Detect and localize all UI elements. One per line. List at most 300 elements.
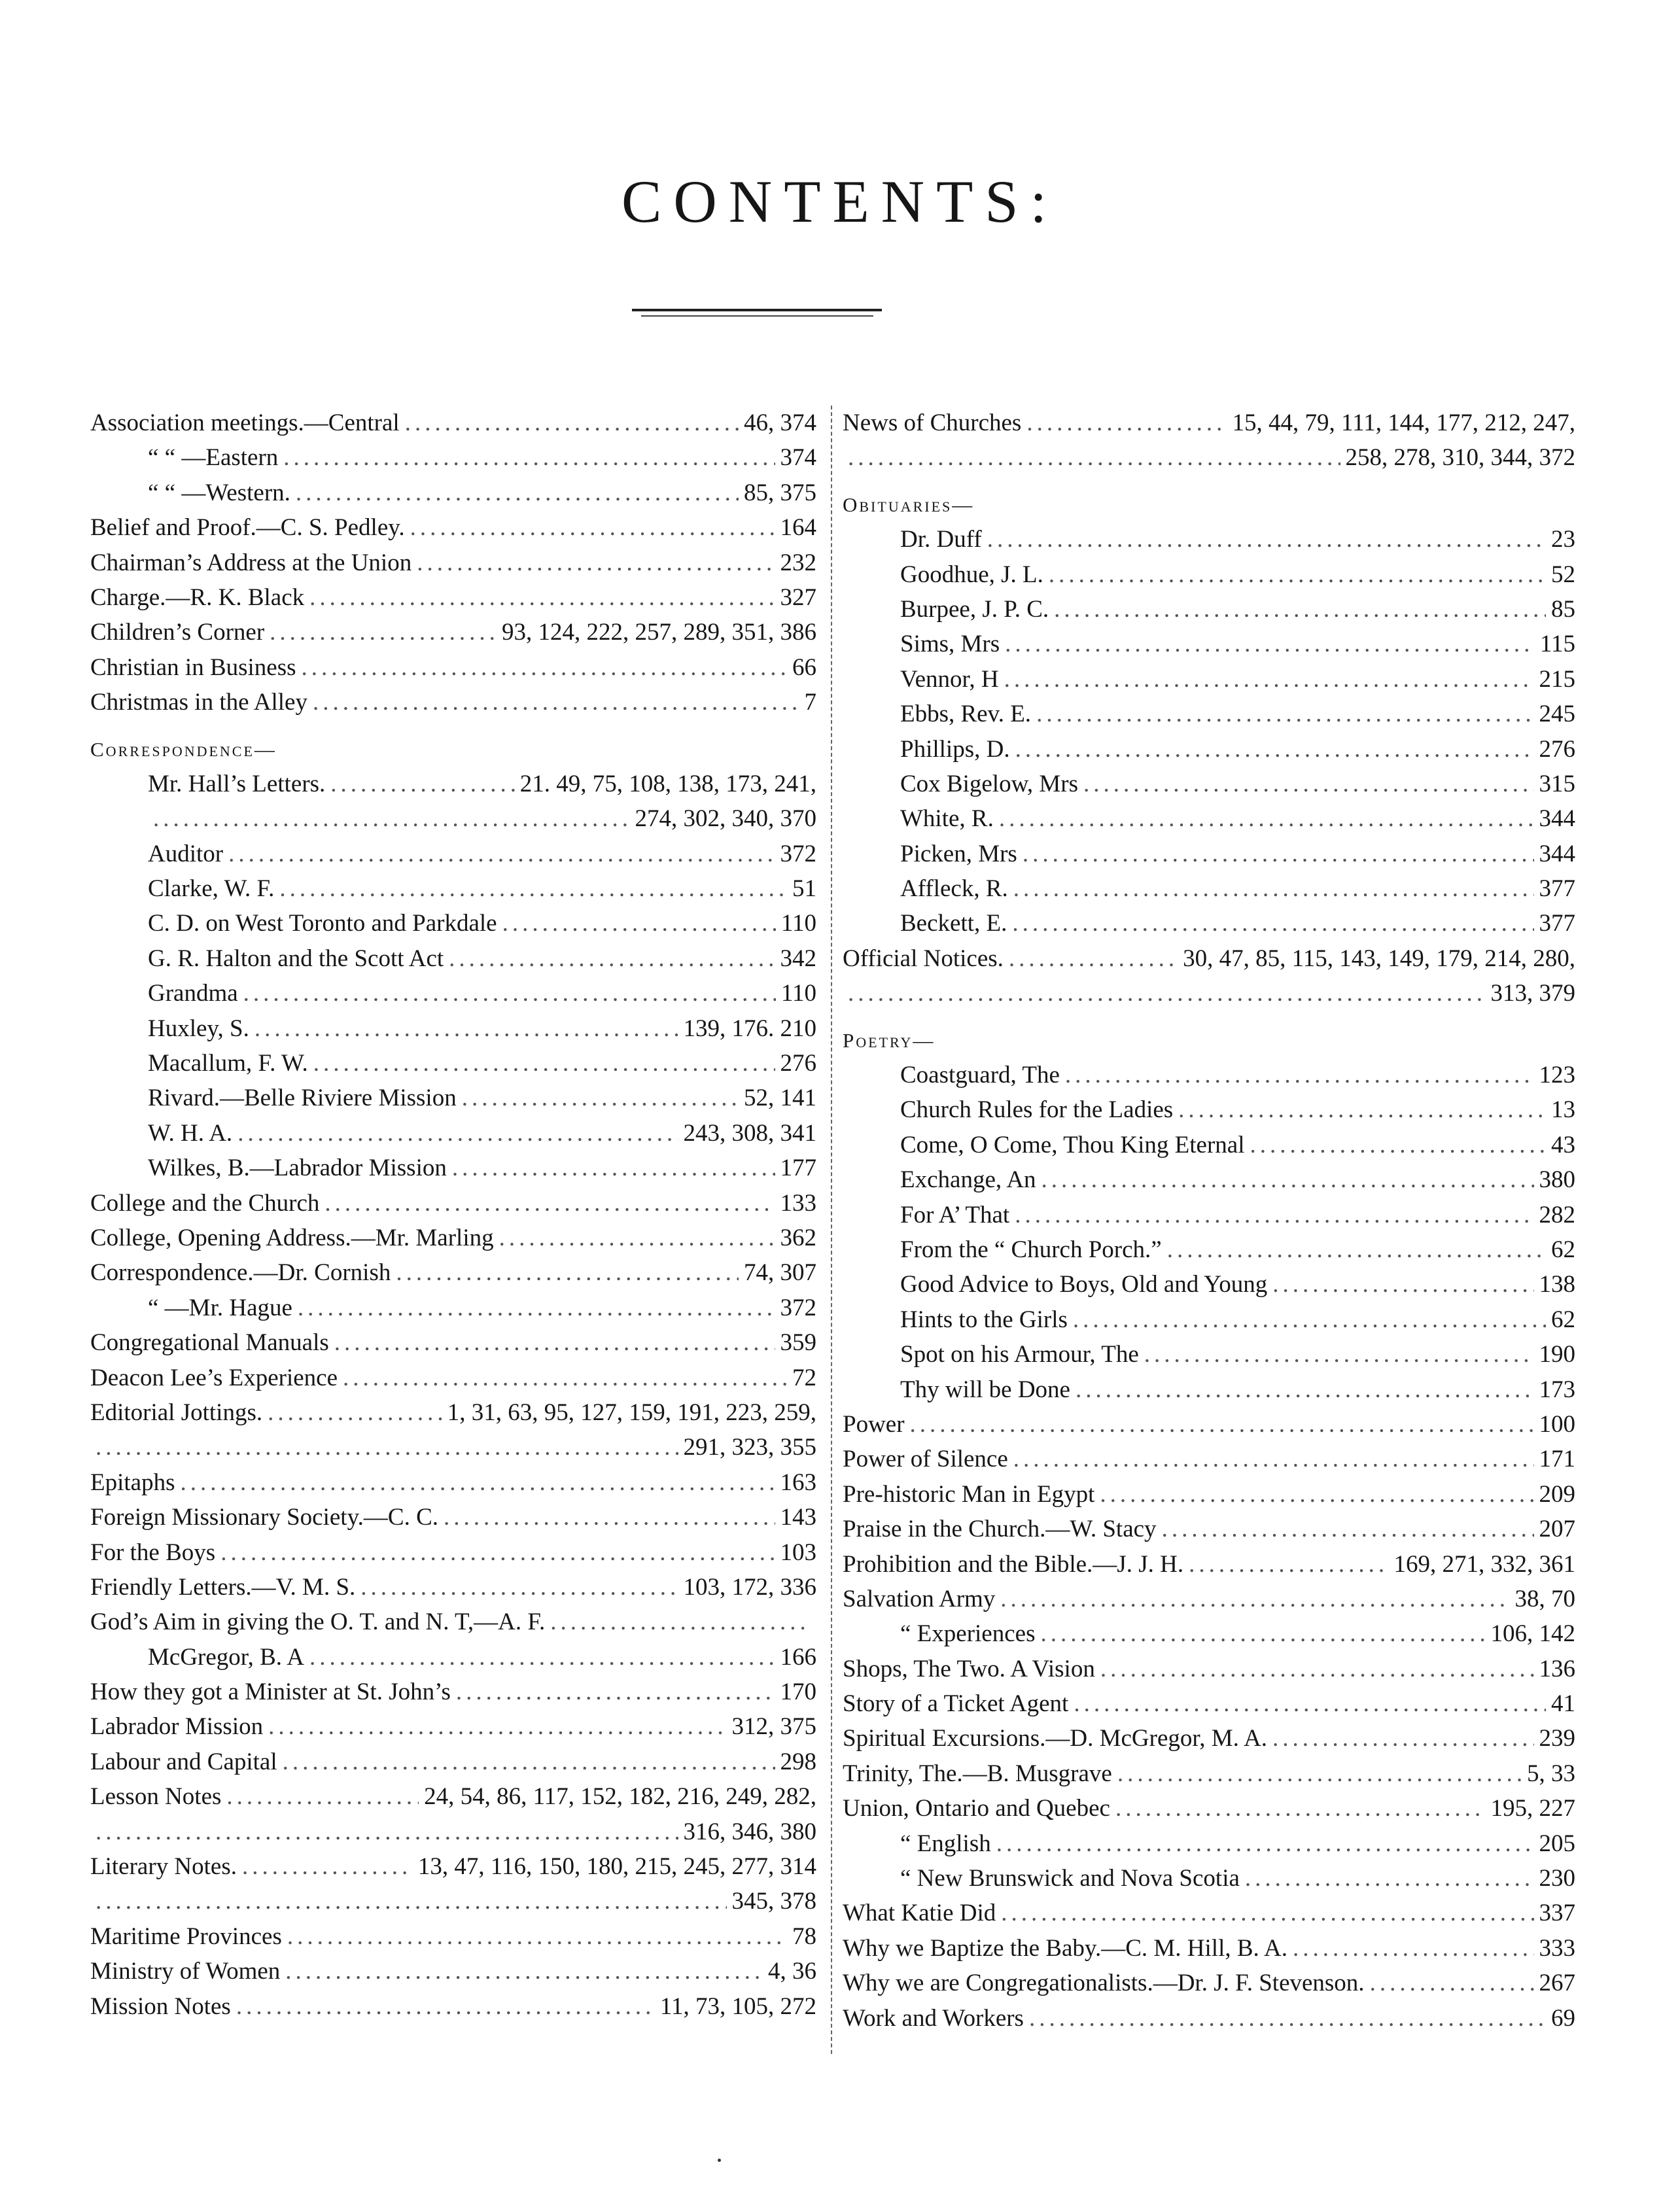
entry-pages: 327 [780, 583, 816, 611]
entry-pages: 62 [1551, 1306, 1575, 1333]
entry-title: Friendly Letters.—V. M. S. [90, 1573, 356, 1601]
leader-dots [999, 801, 1534, 836]
entry-title: Vennor, H [900, 665, 999, 693]
entry-pages: 282 [1539, 1201, 1575, 1228]
leader-dots [180, 1465, 775, 1500]
contents-entry [843, 1896, 1575, 1930]
leader-dots [268, 1709, 726, 1744]
entry-title: Foreign Missionary Society.—C. C. [90, 1504, 439, 1531]
entry-pages: 43 [1551, 1131, 1575, 1158]
entry-title: College and the Church [90, 1189, 320, 1217]
entry-title: Trinity, The.—B. Musgrave [843, 1760, 1112, 1787]
entry-title: Wilkes, B.—Labrador Mission [148, 1155, 447, 1182]
contents-entry [90, 476, 816, 510]
entry-title: Lesson Notes [90, 1783, 222, 1811]
entry-title: McGregor, B. A [148, 1643, 304, 1671]
entry-title: Phillips, D. [900, 735, 1010, 763]
leader-dots [242, 1849, 413, 1884]
leader-dots [848, 976, 1486, 1011]
contents-entry [843, 1407, 1575, 1442]
entry-pages: 110 [780, 980, 816, 1007]
contents-entry [90, 976, 816, 1011]
entry-pages: 315 [1539, 770, 1575, 797]
contents-entry [90, 1919, 816, 1954]
leader-dots [220, 1535, 775, 1570]
leader-dots [283, 440, 775, 475]
leader-dots [228, 837, 775, 871]
contents-entry [843, 1861, 1575, 1896]
contents-entry [843, 1966, 1575, 2000]
entry-title: Shops, The Two. A Vision [843, 1655, 1095, 1682]
entry-title: Beckett, E. [900, 910, 1007, 937]
entry-pages: 230 [1539, 1865, 1575, 1892]
entry-pages: 344 [1539, 805, 1575, 833]
contents-entry [90, 685, 816, 720]
entry-pages: 110 [780, 910, 816, 937]
entry-title: White, R. [900, 805, 994, 833]
entry-title: How they got a Minister at St. John’s [90, 1678, 451, 1706]
entry-pages: 72 [792, 1364, 816, 1391]
entry-pages: 85 [1551, 595, 1575, 623]
leader-dots [1100, 1477, 1533, 1512]
contents-entry [843, 697, 1575, 731]
entry-title: Mission Notes [90, 1992, 231, 2020]
entry-pages: 164 [780, 514, 816, 542]
entry-pages: 177 [780, 1155, 816, 1182]
contents-entry [843, 557, 1575, 592]
entry-pages: 5, 33 [1527, 1760, 1575, 1787]
contents-entry [90, 546, 816, 580]
entry-pages: 46, 374 [744, 409, 816, 436]
leader-dots [1272, 1721, 1533, 1756]
contents-column-left [90, 406, 816, 2024]
entry-pages: 374 [780, 444, 816, 472]
leader-dots [1049, 557, 1546, 592]
leader-dots [1117, 1756, 1522, 1791]
entry-title: Union, Ontario and Quebec [843, 1795, 1110, 1822]
contents-entry [90, 906, 816, 941]
entry-pages: 205 [1539, 1830, 1575, 1857]
section-heading [90, 732, 816, 767]
leader-dots [502, 906, 776, 941]
entry-title: From the “ Church Porch.” [900, 1236, 1162, 1263]
entry-title: For the Boys [90, 1539, 216, 1566]
entry-title: Salvation Army [843, 1585, 996, 1612]
contents-entry [90, 1081, 816, 1115]
entry-title: Auditor [148, 840, 224, 867]
contents-entry [843, 1652, 1575, 1686]
leader-dots [462, 1081, 739, 1115]
leader-dots [330, 767, 514, 801]
contents-entry [90, 767, 816, 801]
entry-pages: 38, 70 [1514, 1585, 1575, 1612]
leader-dots [1065, 1058, 1534, 1092]
column-divider [831, 406, 832, 2054]
entry-title: Affleck, R. [900, 875, 1008, 903]
entry-pages: 30, 47, 85, 115, 143, 149, 179, 214, 280, [1183, 945, 1575, 972]
contents-entry [843, 2001, 1575, 2036]
entry-title: Mr. Hall’s Letters. [148, 770, 326, 797]
entry-pages: 312, 375 [731, 1713, 816, 1741]
contents-entry [90, 1745, 816, 1779]
entry-pages: 13 [1551, 1096, 1575, 1124]
entry-pages: 100 [1539, 1410, 1575, 1438]
entry-title: “ New Brunswick and Nova Scotia [900, 1865, 1240, 1892]
entry-title: W. H. A. [148, 1119, 233, 1147]
entry-pages: 52 [1551, 561, 1575, 588]
leader-dots [1100, 1652, 1534, 1686]
leader-dots [96, 1815, 678, 1849]
contents-entry [843, 1162, 1575, 1197]
leader-dots [334, 1325, 775, 1360]
entry-pages: 276 [1539, 735, 1575, 763]
contents-entry [90, 1255, 816, 1290]
entry-title: What Katie Did [843, 1900, 996, 1927]
contents-entry [90, 1325, 816, 1360]
leader-dots [343, 1361, 787, 1395]
leader-dots [1009, 941, 1178, 976]
entry-pages: 291, 323, 355 [683, 1434, 816, 1461]
leader-dots [996, 1826, 1534, 1861]
leader-dots [1000, 1582, 1509, 1616]
leader-dots [417, 546, 775, 580]
contents-entry [90, 1535, 816, 1570]
leader-dots [237, 1116, 678, 1151]
leader-dots [1074, 1686, 1546, 1721]
leader-dots [283, 1745, 775, 1779]
entry-pages: 333 [1539, 1934, 1575, 1962]
contents-entry [843, 1756, 1575, 1791]
entry-title: Praise in the Church.—W. Stacy [843, 1516, 1157, 1543]
leader-dots [1001, 1896, 1533, 1930]
entry-pages: 51 [792, 875, 816, 903]
entry-pages: 243, 308, 341 [683, 1119, 816, 1147]
entry-pages: 166 [780, 1643, 816, 1671]
contents-entry [843, 976, 1575, 1011]
entry-pages: 143 [780, 1504, 816, 1531]
entry-pages: 115 [1539, 631, 1575, 658]
section-heading [843, 487, 1575, 522]
contents-entry [90, 406, 816, 440]
entry-pages: 66 [792, 653, 816, 681]
contents-entry [90, 615, 816, 650]
contents-entry [843, 522, 1575, 557]
entry-title: Huxley, S. [148, 1015, 249, 1042]
entry-title: Cox Bigelow, Mrs [900, 770, 1079, 797]
entry-pages: 170 [780, 1678, 816, 1706]
leader-dots [444, 1500, 775, 1535]
leader-dots [1013, 1442, 1534, 1476]
contents-entry [843, 1372, 1575, 1407]
entry-pages: 41 [1551, 1690, 1575, 1718]
leader-dots [1083, 767, 1533, 801]
entry-title: Power of Silence [843, 1446, 1008, 1473]
entry-title: Children’s Corner [90, 619, 265, 646]
contents-entry [843, 1547, 1575, 1582]
entry-title: Good Advice to Boys, Old and Young [900, 1271, 1268, 1298]
contents-entry [843, 801, 1575, 836]
contents-entry [90, 1570, 816, 1605]
entry-title: G. R. Halton and the Scott Act [148, 945, 444, 972]
leader-dots [324, 1186, 775, 1221]
leader-dots [1162, 1512, 1534, 1546]
leader-dots [1250, 1128, 1547, 1162]
entry-pages: 195, 227 [1490, 1795, 1575, 1822]
entry-title: Come, O Come, Thou King Eternal [900, 1131, 1245, 1158]
entry-title: Correspondence— [90, 737, 277, 761]
leader-dots [910, 1407, 1534, 1442]
leader-dots [1272, 1267, 1533, 1302]
entry-title: Church Rules for the Ladies [900, 1096, 1174, 1124]
contents-entry [843, 1512, 1575, 1546]
entry-title: “ English [900, 1830, 991, 1857]
entry-pages: 380 [1539, 1166, 1575, 1194]
entry-pages: 342 [780, 945, 816, 972]
leader-dots [254, 1011, 678, 1046]
leader-dots [405, 406, 739, 440]
leader-dots [1023, 837, 1534, 871]
contents-entry [843, 1232, 1575, 1267]
contents-entry [843, 1128, 1575, 1162]
entry-pages: 239 [1539, 1725, 1575, 1752]
entry-title: Epitaphs [90, 1469, 175, 1496]
leader-dots [1370, 1966, 1534, 2000]
entry-pages: 298 [780, 1748, 816, 1775]
contents-entry [90, 1116, 816, 1151]
entry-pages: 52, 141 [744, 1085, 816, 1112]
entry-title: For A’ That [900, 1201, 1010, 1228]
contents-entry [90, 1779, 816, 1814]
entry-pages: 337 [1539, 1900, 1575, 1927]
title-rule [632, 309, 882, 311]
leader-dots [1144, 1337, 1534, 1372]
leader-dots [243, 976, 776, 1011]
contents-entry [843, 592, 1575, 627]
leader-dots [236, 1989, 655, 2024]
entry-pages: 163 [780, 1469, 816, 1496]
entry-pages: 171 [1539, 1446, 1575, 1473]
entry-pages: 377 [1539, 875, 1575, 903]
entry-title: Official Notices. [843, 945, 1004, 972]
contents-entry [843, 1337, 1575, 1372]
contents-entry [843, 1198, 1575, 1232]
contents-entry [90, 440, 816, 475]
entry-pages: 24, 54, 86, 117, 152, 182, 216, 249, 282, [424, 1783, 816, 1811]
contents-entry [843, 1686, 1575, 1721]
entry-title: Picken, Mrs [900, 840, 1017, 867]
entry-pages: 345, 378 [731, 1888, 816, 1915]
entry-title: Belief and Proof.—C. S. Pedley. [90, 514, 405, 542]
entry-title: Obituaries— [843, 493, 975, 516]
entry-pages: 139, 176. 210 [683, 1015, 816, 1042]
leader-dots [309, 580, 775, 615]
leader-dots [302, 650, 787, 685]
leader-dots [313, 685, 799, 720]
entry-title: Macallum, F. W. [148, 1050, 308, 1077]
entry-title: Goodhue, J. L. [900, 561, 1043, 588]
entry-title: Congregational Manuals [90, 1329, 329, 1357]
contents-entry [843, 627, 1575, 661]
leader-dots [456, 1675, 775, 1709]
leader-dots [848, 440, 1340, 475]
leader-dots [1245, 1861, 1534, 1896]
entry-pages: 133 [780, 1189, 816, 1217]
page-mark [718, 2159, 721, 2162]
contents-entry [90, 801, 816, 836]
leader-dots [1040, 1616, 1485, 1651]
contents-column-right [843, 406, 1575, 2036]
title-rule-thin [641, 315, 873, 317]
entry-title: Labrador Mission [90, 1713, 264, 1741]
entry-title: Clarke, W. F. [148, 875, 275, 903]
section-heading [843, 1023, 1575, 1058]
entry-title: “ —Mr. Hague [148, 1294, 292, 1321]
leader-dots [1054, 592, 1546, 627]
leader-dots [298, 1291, 775, 1325]
leader-dots [153, 801, 630, 836]
entry-pages: 344 [1539, 840, 1575, 867]
entry-title: Hints to the Girls [900, 1306, 1068, 1333]
entry-pages: 232 [780, 549, 816, 576]
contents-entry [843, 941, 1575, 976]
entry-title: Power [843, 1410, 905, 1438]
entry-title: Editorial Jottings. [90, 1399, 263, 1426]
entry-pages: 372 [780, 840, 816, 867]
leader-dots [1115, 1791, 1486, 1826]
contents-entry [90, 1291, 816, 1325]
entry-pages: 245 [1539, 701, 1575, 728]
contents-entry [843, 1442, 1575, 1476]
entry-title: Why we Baptize the Baby.—C. M. Hill, B. A. [843, 1934, 1287, 1962]
leader-dots [285, 1954, 763, 1989]
entry-title: Story of a Ticket Agent [843, 1690, 1069, 1718]
entry-title: Rivard.—Belle Riviere Mission [148, 1085, 457, 1112]
entry-title: “ Experiences [900, 1620, 1036, 1648]
contents-entry [843, 837, 1575, 871]
leader-dots [270, 615, 497, 650]
entry-title: Prohibition and the Bible.—J. J. H. [843, 1550, 1184, 1578]
entry-pages: 4, 36 [768, 1958, 816, 1985]
leader-dots [1189, 1547, 1388, 1582]
contents-entry [90, 510, 816, 545]
entry-pages: 215 [1539, 665, 1575, 693]
entry-title: Dr. Duff [900, 526, 982, 553]
contents-entry [90, 1989, 816, 2024]
entry-title: “ “ —Western. [148, 479, 290, 506]
contents-entry [90, 837, 816, 871]
contents-entry [90, 580, 816, 615]
contents-entry [843, 1826, 1575, 1861]
contents-entry [90, 1815, 816, 1849]
entry-title: College, Opening Address.—Mr. Marling [90, 1224, 494, 1251]
contents-entry [90, 1430, 816, 1465]
entry-title: Ministry of Women [90, 1958, 281, 1985]
leader-dots [550, 1605, 811, 1639]
entry-title: Association meetings.—Central [90, 409, 400, 436]
entry-pages: 276 [780, 1050, 816, 1077]
entry-pages: 1, 31, 63, 95, 127, 159, 191, 223, 259, [447, 1399, 816, 1426]
entry-pages: 7 [804, 689, 816, 716]
entry-pages: 93, 124, 222, 257, 289, 351, 386 [502, 619, 816, 646]
contents-entry [843, 440, 1575, 475]
contents-entry [843, 1267, 1575, 1302]
entry-title: Why we are Congregationalists.—Dr. J. F. Stevenson. [843, 1970, 1365, 1997]
entry-pages: 78 [792, 1922, 816, 1950]
leader-dots [1167, 1232, 1546, 1267]
contents-entry [843, 1616, 1575, 1651]
leader-dots [1013, 871, 1534, 906]
entry-pages: 313, 379 [1490, 980, 1575, 1007]
leader-dots [1005, 627, 1535, 661]
leader-dots [1293, 1931, 1534, 1966]
contents-entry [90, 1011, 816, 1046]
contents-entry [90, 1954, 816, 1989]
entry-title: Literary Notes. [90, 1853, 237, 1881]
entry-pages: 15, 44, 79, 111, 144, 177, 212, 247, [1232, 409, 1575, 436]
entry-pages: 359 [780, 1329, 816, 1357]
leader-dots [1073, 1302, 1546, 1337]
entry-pages: 62 [1551, 1236, 1575, 1263]
entry-pages: 85, 375 [744, 479, 816, 506]
entry-pages: 103 [780, 1539, 816, 1566]
contents-entry [843, 906, 1575, 941]
entry-title: News of Churches [843, 409, 1022, 436]
leader-dots [268, 1395, 442, 1430]
contents-entry [843, 662, 1575, 697]
entry-title: “ “ —Eastern [148, 444, 279, 472]
contents-entry [843, 1721, 1575, 1756]
leader-dots [1012, 906, 1533, 941]
leader-dots [1076, 1372, 1534, 1407]
entry-pages: 123 [1539, 1062, 1575, 1089]
contents-entry [90, 1151, 816, 1185]
contents-entry [90, 1605, 816, 1639]
contents-entry [843, 1791, 1575, 1826]
leader-dots [1015, 732, 1534, 767]
leader-dots [452, 1151, 775, 1185]
entry-pages: 11, 73, 105, 272 [659, 1992, 816, 2020]
leader-dots [287, 1919, 787, 1954]
entry-pages: 69 [1551, 2004, 1575, 2032]
contents-entry [843, 871, 1575, 906]
entry-title: Charge.—R. K. Black [90, 583, 305, 611]
entry-title: Correspondence.—Dr. Cornish [90, 1259, 391, 1287]
leader-dots [1041, 1162, 1534, 1197]
entry-title: Work and Workers [843, 2004, 1024, 2032]
contents-entry [843, 1477, 1575, 1512]
entry-pages: 136 [1539, 1655, 1575, 1682]
leader-dots [279, 871, 787, 906]
entry-pages: 274, 302, 340, 370 [635, 805, 816, 833]
entry-title: Spiritual Excursions.—D. McGregor, M. A. [843, 1725, 1268, 1752]
entry-pages: 362 [780, 1224, 816, 1251]
entry-pages: 173 [1539, 1376, 1575, 1403]
entry-pages: 13, 47, 116, 150, 180, 215, 245, 277, 314 [417, 1853, 816, 1881]
contents-entry [90, 1395, 816, 1430]
contents-entry [90, 1361, 816, 1395]
entry-title: Deacon Lee’s Experience [90, 1364, 338, 1391]
contents-entry [843, 1931, 1575, 1966]
entry-title: Burpee, J. P. C. [900, 595, 1049, 623]
entry-title: Labour and Capital [90, 1748, 277, 1775]
leader-dots [410, 510, 775, 545]
entry-pages: 209 [1539, 1480, 1575, 1508]
entry-pages: 372 [780, 1294, 816, 1321]
entry-pages: 106, 142 [1490, 1620, 1575, 1648]
entry-title: Poetry— [843, 1028, 936, 1052]
contents-entry [90, 1186, 816, 1221]
contents-entry [843, 767, 1575, 801]
